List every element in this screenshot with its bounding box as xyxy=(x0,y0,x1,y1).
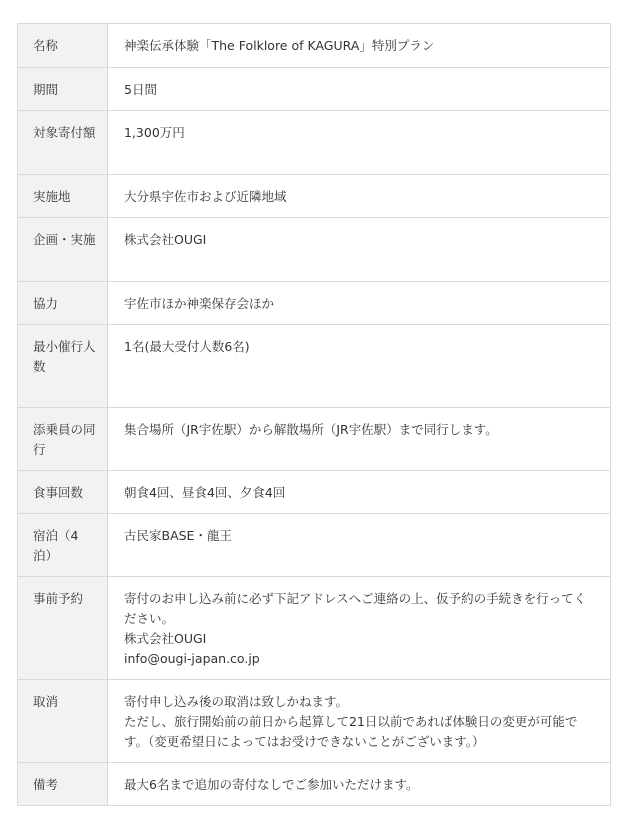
table-row xyxy=(18,282,611,325)
row-label: 事前予約 xyxy=(18,577,108,680)
row-value xyxy=(108,680,611,763)
row-value xyxy=(108,175,611,218)
value-line: 寄付申し込み後の取消は致しかねます。 xyxy=(124,694,349,709)
value-line: ただし、旅行開始前の前日から起算して21日以前であれば体験日の変更が可能です。（変更希望日によってはお受けできないことがございます。） xyxy=(124,714,578,749)
value-line: 宇佐市ほか神楽保存会ほか xyxy=(124,296,275,311)
table-row xyxy=(18,68,611,111)
value-line: 神楽伝承体験「The Folklore of KAGURA」特別プラン xyxy=(124,38,435,53)
row-value xyxy=(108,325,611,408)
value-line: 株式会社OUGI xyxy=(124,232,207,247)
value-line: 朝食4回、昼食4回、夕食4回 xyxy=(124,485,286,500)
row-value xyxy=(108,282,611,325)
value-line: 大分県宇佐市および近隣地域 xyxy=(124,189,287,204)
value-line: 1,300万円 xyxy=(124,125,185,140)
row-value xyxy=(108,68,611,111)
table-row xyxy=(18,24,611,68)
row-label: 名称 xyxy=(18,24,108,68)
contact-email: info@ougi-japan.co.jp xyxy=(124,651,260,666)
plan-info-table xyxy=(17,23,611,806)
table-row xyxy=(18,514,611,577)
table-row xyxy=(18,218,611,282)
row-value xyxy=(108,577,611,680)
row-value xyxy=(108,111,611,175)
row-label: 添乗員の同行 xyxy=(18,408,108,471)
value-line: 古民家BASE・龍王 xyxy=(124,528,232,543)
row-label: 協力 xyxy=(18,282,108,325)
row-label: 宿泊（4泊） xyxy=(18,514,108,577)
table-row xyxy=(18,471,611,514)
row-label: 企画・実施 xyxy=(18,218,108,282)
row-label: 対象寄付額 xyxy=(18,111,108,175)
row-label: 実施地 xyxy=(18,175,108,218)
row-value xyxy=(108,471,611,514)
company-name: 株式会社OUGI xyxy=(124,631,207,646)
value-line: 集合場所（JR宇佐駅）から解散場所（JR宇佐駅）まで同行します。 xyxy=(124,422,498,437)
row-label: 取消 xyxy=(18,680,108,763)
value-line: 寄付のお申し込み前に必ず下記アドレスへご連絡の上、仮予約の手続きを行ってください。 xyxy=(124,591,587,626)
row-value xyxy=(108,218,611,282)
table-row xyxy=(18,763,611,806)
row-label: 備考 xyxy=(18,763,108,806)
value-line: 最大6名まで追加の寄付なしでご参加いただけます。 xyxy=(124,777,419,792)
table-row xyxy=(18,111,611,175)
row-value xyxy=(108,24,611,68)
table-row xyxy=(18,325,611,408)
value-line: 1名(最大受付人数6名) xyxy=(124,339,250,354)
value-line: 5日間 xyxy=(124,82,157,97)
row-value xyxy=(108,763,611,806)
table-row xyxy=(18,175,611,218)
row-label: 期間 xyxy=(18,68,108,111)
table-row xyxy=(18,577,611,680)
plan-details xyxy=(17,23,611,806)
row-value xyxy=(108,514,611,577)
row-label: 食事回数 xyxy=(18,471,108,514)
table-row xyxy=(18,680,611,763)
row-label: 最小催行人数 xyxy=(18,325,108,408)
table-row xyxy=(18,408,611,471)
row-value xyxy=(108,408,611,471)
